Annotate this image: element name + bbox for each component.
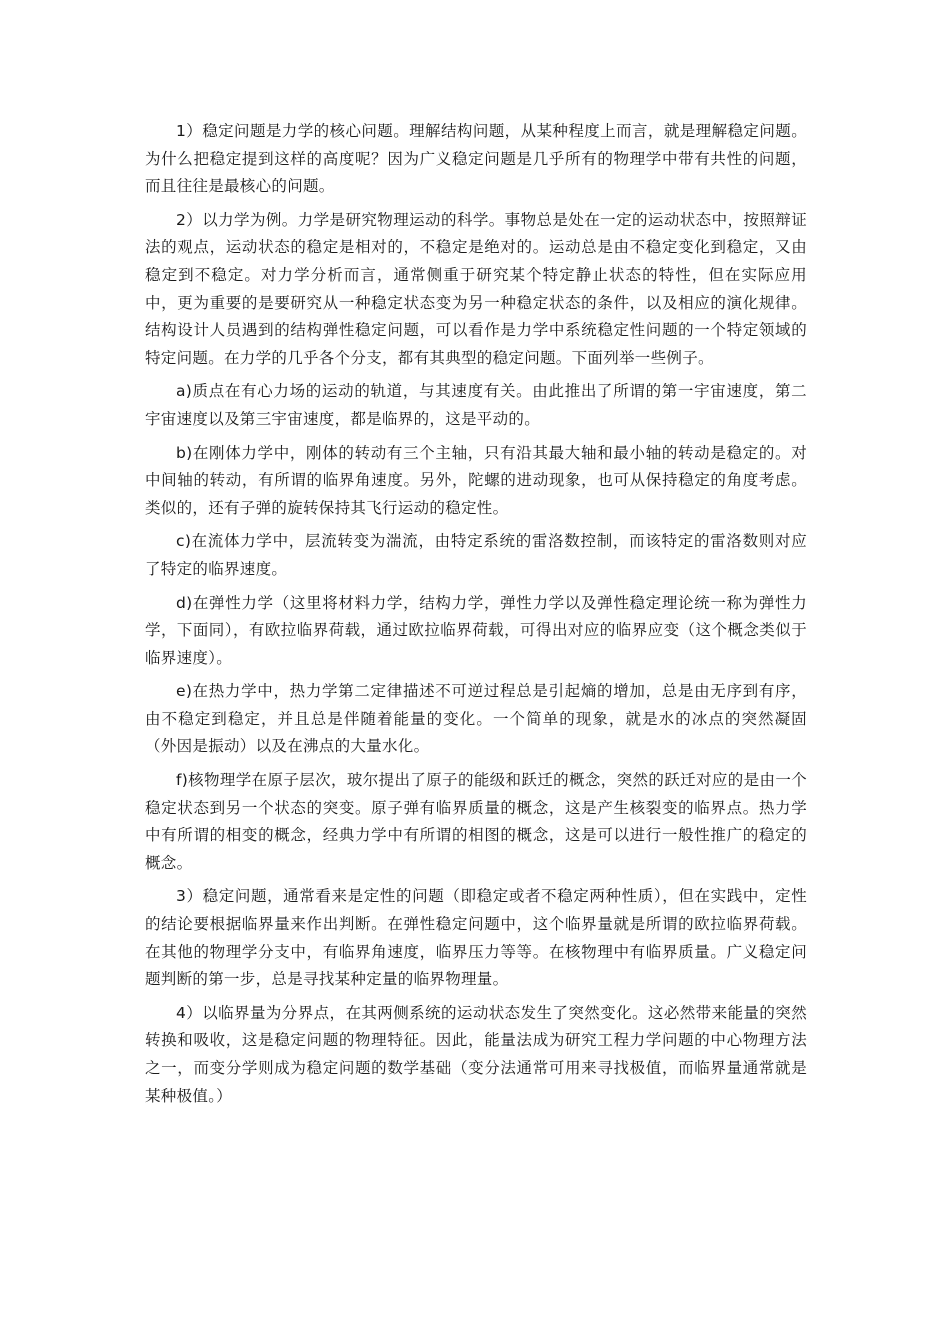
paragraph-f-nuclear: f)核物理学在原子层次，玻尔提出了原子的能级和跃迁的概念，突然的跃迁对应的是由一个稳定状态到另一个状态的突变。原子弹有临界质量的概念，这是产生核裂变的临界点。热力学中有所谓的相变的概念，经典力学中有所谓的相图的概念，这是可以进行一般性推广的稳定的概念。 (145, 771, 807, 872)
paragraph-3-critical-quantity: 3）稳定问题，通常看来是定性的问题（即稳定或者不稳定两种性质），但在实践中，定性的结论要根据临界量来作出判断。在弹性稳定问题中，这个临界量就是所谓的欧拉临界荷载。在其他的物理学分支中，有临界角速度，临界压力等等。在核物理中有临界质量。广义稳定问题判断的第一步，总是寻找某种定量的临界物理量。 (145, 887, 807, 989)
paragraph-c-fluid: c)在流体力学中，层流转变为湍流，由特定系统的雷洛数控制，而该特定的雷洛数则对应了特定的临界速度。 (145, 532, 807, 578)
paragraph-b-rigid-body: b)在刚体力学中，刚体的转动有三个主轴，只有沿其最大轴和最小轴的转动是稳定的。对中间轴的转动，有所谓的临界角速度。另外，陀螺的进动现象，也可从保持稳定的角度考虑。类似的，还有子弹的旋转保持其飞行运动的稳定性。 (145, 443, 807, 517)
paragraph-d-elasticity: d)在弹性力学（这里将材料力学，结构力学，弹性力学以及弹性稳定理论统一称为弹性力学，下面同），有欧拉临界荷载，通过欧拉临界荷载，可得出对应的临界应变（这个概念类似于临界速度）。 (145, 593, 807, 667)
document-body (145, 118, 807, 1116)
paragraph-e-thermodynamics: e)在热力学中，热力学第二定律描述不可逆过程总是引起熵的增加，总是由无序到有序，由不稳定到稳定，并且总是伴随着能量的变化。一个简单的现象，就是水的冰点的突然凝固（外因是振动）以及在沸点的大量水化。 (145, 682, 807, 756)
paragraph-1-stability-core: 1）稳定问题是力学的核心问题。理解结构问题，从某种程度上而言，就是理解稳定问题。为什么把稳定提到这样的高度呢？因为广义稳定问题是几乎所有的物理学中带有共性的问题，而且往往是最核心的问题。 (145, 122, 807, 196)
paragraph-4-energy-method: 4）以临界量为分界点，在其两侧系统的运动状态发生了突然变化。这必然带来能量的突然转换和吸收，这是稳定问题的物理特征。因此，能量法成为研究工程力学问题的中心物理方法之一，而变分学则成为稳定问题的数学基础（变分法通常可用来寻找极值，而临界量通常就是某种极值。） (145, 1003, 807, 1105)
paragraph-a-central-force: a)质点在有心力场的运动的轨道，与其速度有关。由此推出了所谓的第一宇宙速度，第二宇宙速度以及第三宇宙速度，都是临界的，这是平动的。 (145, 382, 807, 428)
paragraph-2-mechanics-example: 2）以力学为例。力学是研究物理运动的科学。事物总是处在一定的运动状态中，按照辩证法的观点，运动状态的稳定是相对的，不稳定是绝对的。运动总是由不稳定变化到稳定，又由稳定到不稳定。对力学分析而言，通常侧重于研究某个特定静止状态的特性，但在实际应用中，更为重要的是要研究从一种稳定状态变为另一种稳定状态的条件，以及相应的演化规律。结构设计人员遇到的结构弹性稳定问题，可以看作是力学中系统稳定性问题的一个特定领域的特定问题。在力学的几乎各个分支，都有其典型的稳定问题。下面列举一些例子。 (145, 210, 807, 367)
